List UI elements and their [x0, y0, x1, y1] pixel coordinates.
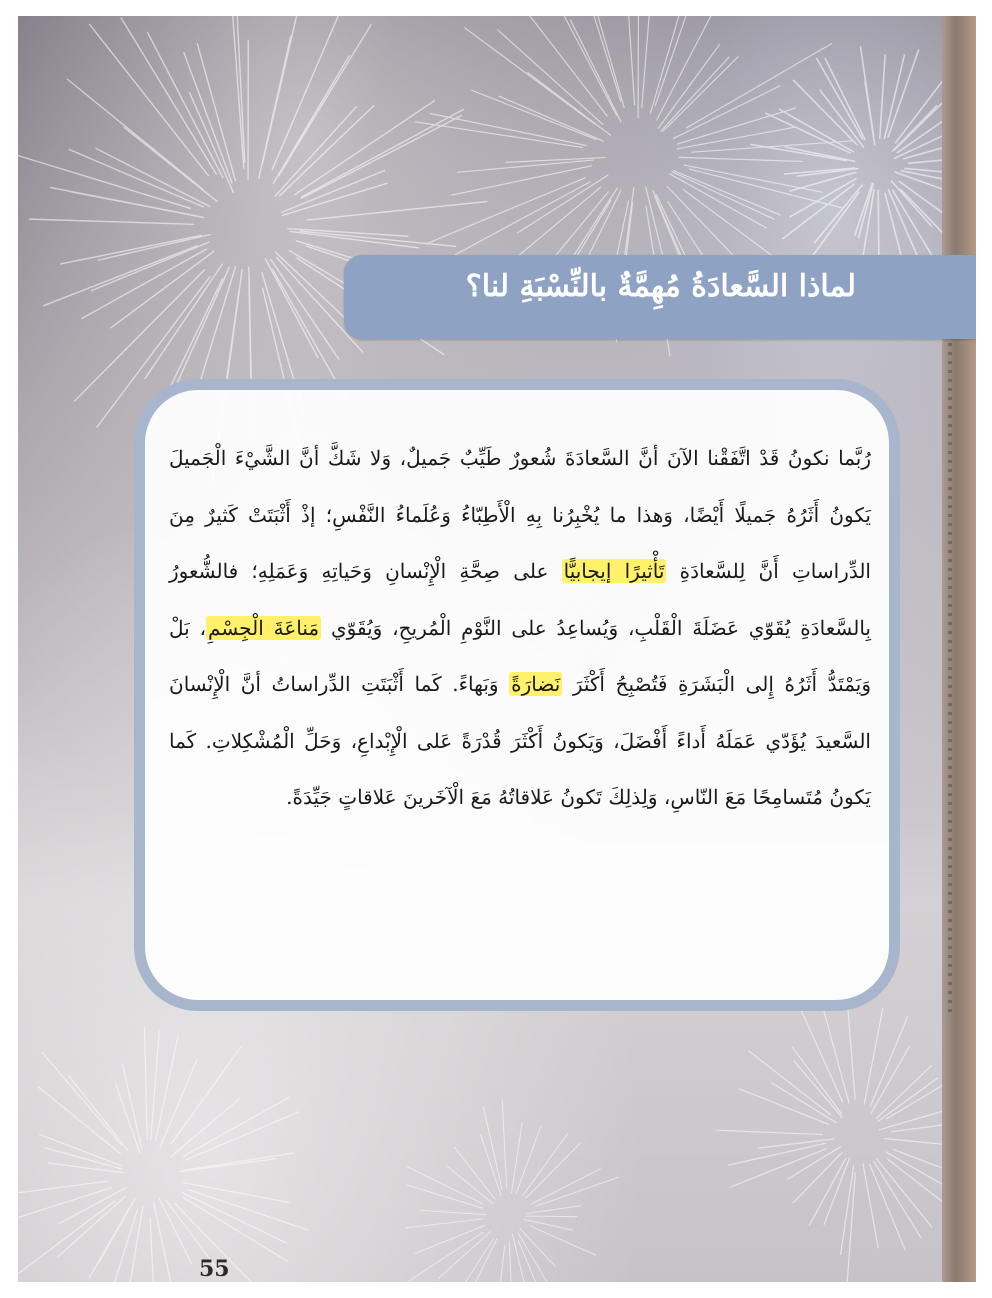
firework-streak [18, 1188, 111, 1223]
firework-streak [452, 166, 592, 195]
firework-streak [481, 1135, 502, 1196]
firework-streak [502, 1101, 506, 1188]
firework-streak [825, 59, 864, 139]
firework-streak [861, 47, 874, 136]
firework-streak [483, 1107, 501, 1189]
firework-streak [18, 155, 190, 208]
firework-streak [69, 150, 203, 207]
firework-streak [876, 1066, 931, 1119]
firework-streak [740, 1089, 829, 1124]
firework-streak [415, 122, 582, 148]
firework-streak [661, 57, 729, 131]
firework-streak [674, 171, 781, 215]
firework-streak [864, 1009, 883, 1104]
firework-streak [766, 113, 850, 153]
firework-streak [822, 1004, 849, 1103]
firework-streak [551, 16, 616, 115]
firework-streak [871, 1047, 909, 1114]
firework-streak [677, 108, 795, 144]
text-panel [134, 379, 900, 1011]
firework-streak [891, 181, 931, 226]
firework-streak [159, 1198, 192, 1264]
page-title: لماذا السَّعادَةُ مُهِمَّةٌ بالنِّسْبَةِ لنا؟ [465, 269, 856, 304]
firework-streak [771, 1083, 836, 1123]
highlight-freshness: نَضارَةً [511, 672, 561, 696]
firework-streak [523, 1134, 568, 1196]
firework-streak [870, 1165, 905, 1251]
firework-streak [847, 1173, 855, 1282]
firework-streak [531, 1169, 600, 1204]
firework-streak [526, 1143, 580, 1197]
edge-fine-print [948, 316, 952, 1016]
firework-streak [820, 90, 863, 147]
firework-streak [655, 16, 707, 106]
page-number: 55 [199, 1256, 230, 1282]
firework-streak [235, 16, 245, 162]
firework-streak [406, 1219, 483, 1228]
body-paragraph [169, 430, 871, 826]
firework-streak [863, 1164, 878, 1248]
firework-streak [197, 44, 235, 181]
firework-streak [495, 1245, 505, 1282]
firework-streak [677, 127, 794, 149]
firework-streak [111, 251, 214, 327]
firework-streak [524, 1220, 573, 1231]
firework-streak [18, 1201, 115, 1276]
firework-streak [624, 16, 634, 105]
firework-streak [672, 172, 774, 219]
firework-streak [57, 1196, 125, 1257]
firework-streak [184, 1153, 293, 1170]
firework-streak [302, 109, 463, 196]
firework-streak [90, 24, 209, 175]
firework-streak [96, 148, 210, 206]
firework-streak [273, 56, 349, 184]
firework-streak [446, 182, 590, 260]
firework-streak [186, 1112, 299, 1160]
firework-streak [68, 1075, 128, 1151]
firework-streak [642, 16, 654, 108]
firework-streak [689, 169, 843, 208]
firework-streak [231, 16, 243, 169]
title-banner [344, 255, 976, 339]
firework-streak [518, 1233, 549, 1282]
firework-burst [716, 988, 976, 1282]
firework-streak [670, 174, 766, 228]
firework-streak [67, 79, 202, 189]
firework-streak [447, 1166, 493, 1203]
firework-streak [18, 1181, 108, 1197]
text-segment: ، بَلْ وَيَمْتَدُّ أَثَرُهُ إِلى الْبَشَرَةِ فَتُصْبِحُ أَكْثَرَ [169, 615, 871, 696]
firework-streak [29, 219, 193, 224]
firework-streak [272, 16, 344, 170]
firework-streak [89, 1201, 133, 1277]
firework-streak [876, 1159, 931, 1227]
firework-streak [145, 264, 222, 378]
firework-streak [530, 1226, 596, 1255]
firework-streak [874, 1161, 921, 1237]
firework-streak [38, 1087, 120, 1154]
firework-streak [183, 1197, 288, 1261]
firework-streak [42, 1053, 121, 1146]
highlight-positive-effect: تَأْثيرًا إيجابيًّا [563, 559, 665, 583]
firework-burst [406, 1101, 619, 1282]
firework-streak [674, 86, 781, 139]
firework-streak [283, 183, 387, 215]
firework-streak [407, 1167, 483, 1204]
firework-streak [893, 190, 937, 263]
text-segment: رُبَّما نكونُ قَدْ اتَّفَقْنا الآنَ أنَّ السَّعادَةَ شُعورٌ طَيِّبٌ جَميلٌ، وَلا شَكَّ أنَّ الشَّيْءَ الْجَميلَ يَكونُ أَثَرُهُ جَميلًا أَيْضًا، وَهذا ما يُخْبِرُنا بِهِ الْأَطِبّاءُ وَعُلَماءُ النَّفْسِ؛ إذْ أَثْبَتَتْ كَثيرٌ مِنَ الدِّراساتِ أَنَّ لِلسَّعادَةِ [169, 446, 871, 583]
firework-streak [282, 171, 384, 213]
firework-streak [300, 231, 456, 246]
firework-streak [151, 1031, 159, 1140]
firework-streak [51, 188, 199, 217]
firework-streak [407, 1185, 483, 1208]
firework-streak [183, 1183, 289, 1203]
firework-streak [275, 107, 356, 196]
firework-streak [173, 267, 229, 391]
firework-streak [518, 1241, 549, 1282]
firework-streak [509, 1242, 513, 1282]
firework-streak [121, 18, 216, 174]
highlight-immunity: مَناعَةَ الْجِسْمِ [208, 615, 320, 640]
firework-streak [415, 1225, 485, 1253]
firework-streak [156, 1036, 179, 1141]
book-page [18, 16, 976, 1282]
firework-streak [408, 1232, 483, 1281]
firework-streak [301, 116, 461, 199]
firework-streak [183, 1097, 289, 1156]
firework-streak [472, 90, 597, 139]
firework-streak [785, 147, 855, 161]
firework-streak [569, 16, 620, 101]
firework-streak [145, 1027, 148, 1139]
firework-streak [526, 1206, 581, 1214]
firework-burst [18, 1027, 308, 1282]
firework-streak [308, 202, 487, 220]
firework-streak [180, 1159, 276, 1172]
firework-streak [794, 1061, 842, 1117]
firework-streak [48, 1163, 123, 1173]
firework-streak [896, 74, 949, 143]
text-segment: على صِحَّةِ الْإِنْسانِ وَحَياتِهِ وَعَمَلِهِ؛ فالشُّعورُ بِالسَّعادَةِ يُقَوّي عَضَلَةَ الْقَلْبِ، وَيُساعِدُ على النَّوْمِ الْمُريحِ، وَيُقَوّي [169, 559, 872, 640]
firework-streak [171, 1098, 240, 1156]
firework-streak [751, 144, 846, 160]
firework-streak [536, 1177, 619, 1206]
firework-streak [122, 1064, 141, 1148]
firework-streak [783, 184, 854, 238]
firework-streak [428, 178, 586, 243]
firework-streak [878, 190, 879, 263]
firework-streak [498, 30, 603, 125]
firework-streak [797, 1000, 843, 1102]
firework-streak [61, 235, 202, 263]
firework-streak [190, 92, 234, 192]
firework-streak [154, 1203, 171, 1282]
page-edge-photo [942, 16, 976, 1282]
firework-streak [451, 1238, 494, 1282]
firework-streak [430, 114, 586, 146]
firework-streak [880, 55, 885, 138]
firework-streak [888, 50, 918, 137]
firework-streak [870, 1017, 907, 1106]
text-segment: وَبَهاءً. كَما أَثْبَتَتِ الدِّراساتُ أنَّ الْإِنْسانَ السَّعيدَ يُؤَدّي عَمَلَهُ أَداءً أَفْضَلَ، وَيَكونُ أَكْثَرَ قُدْرَةً عَلى الْإِبْداعِ، وَحَلِّ الْمُشْكِلاتِ. كَما يَكونُ مُتَسامِحًا مَعَ النّاسِ، وَلِذلِكَ تَكونُ عَلاقاتُهُ مَعَ الْآخَرينَ عَلاقاتٍ جَيِّدَةً. [169, 672, 871, 809]
firework-streak [716, 1130, 822, 1134]
firework-streak [150, 1218, 156, 1282]
firework-streak [455, 1147, 495, 1198]
firework-streak [841, 1166, 854, 1255]
firework-streak [421, 1210, 486, 1214]
firework-streak [679, 157, 802, 161]
